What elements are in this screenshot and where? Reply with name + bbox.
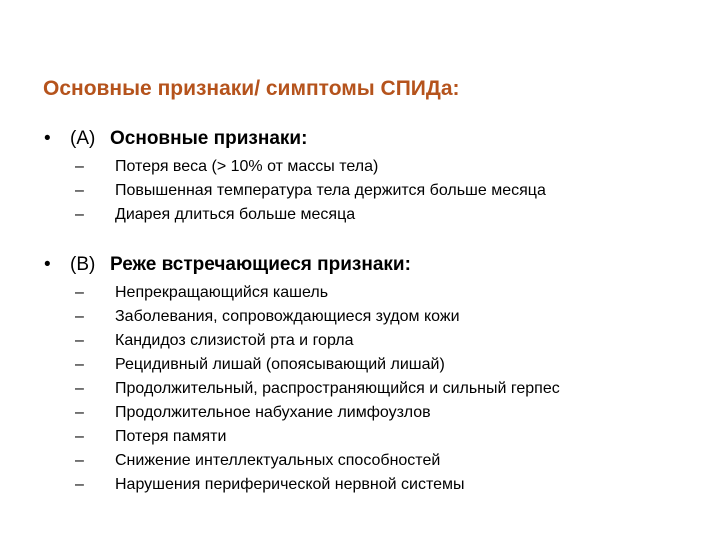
list-item-text: Потеря веса (> 10% от массы тела) bbox=[115, 158, 379, 175]
list-item bbox=[75, 449, 560, 473]
dash-icon: – bbox=[75, 452, 84, 469]
list-item-text: Кандидоз слизистой рта и горла bbox=[115, 332, 354, 349]
section-heading-text: Реже встречающиеся признаки: bbox=[110, 254, 411, 275]
list-item bbox=[75, 473, 560, 497]
list-item bbox=[75, 401, 560, 425]
symptom-list bbox=[75, 155, 546, 227]
list-item bbox=[75, 353, 560, 377]
list-item bbox=[75, 425, 560, 449]
section-rare-signs bbox=[44, 252, 560, 493]
list-item-text: Рецидивный лишай (опоясывающий лишай) bbox=[115, 356, 445, 373]
dash-icon: – bbox=[75, 476, 84, 493]
dash-icon: – bbox=[75, 284, 84, 301]
dash-icon: – bbox=[75, 428, 84, 445]
section-heading bbox=[44, 126, 307, 152]
dash-icon: – bbox=[75, 308, 84, 325]
list-item bbox=[75, 179, 546, 203]
dash-icon: – bbox=[75, 182, 84, 199]
section-heading bbox=[44, 252, 411, 278]
list-item bbox=[75, 203, 546, 227]
list-item bbox=[75, 305, 560, 329]
dash-icon: – bbox=[75, 206, 84, 223]
dash-icon: – bbox=[75, 404, 84, 421]
list-item-text: Заболевания, сопровождающиеся зудом кожи bbox=[115, 308, 460, 325]
section-heading-text: Основные признаки: bbox=[110, 128, 308, 149]
list-item-text: Диарея длиться больше месяца bbox=[115, 206, 356, 223]
dash-icon: – bbox=[75, 356, 84, 373]
bullet-icon: • bbox=[44, 128, 51, 149]
list-item bbox=[75, 281, 560, 305]
list-item-text: Продолжительное набухание лимфоузлов bbox=[115, 404, 431, 421]
section-main-signs bbox=[44, 126, 546, 223]
slide-title: Основные признаки/ симптомы СПИДа: bbox=[43, 77, 460, 100]
section-letter: (В) bbox=[70, 254, 96, 275]
dash-icon: – bbox=[75, 332, 84, 349]
list-item bbox=[75, 329, 560, 353]
list-item bbox=[75, 377, 560, 401]
list-item-text: Продолжительный, распространяющийся и сильный герпес bbox=[115, 380, 560, 397]
list-item-text: Нарушения периферической нервной системы bbox=[115, 476, 465, 493]
list-item-text: Повышенная температура тела держится больше месяца bbox=[115, 182, 546, 199]
list-item-text: Непрекращающийся кашель bbox=[115, 284, 329, 301]
list-item bbox=[75, 155, 546, 179]
dash-icon: – bbox=[75, 158, 84, 175]
section-letter: (А) bbox=[70, 128, 96, 149]
list-item-text: Потеря памяти bbox=[115, 428, 227, 445]
list-item-text: Снижение интеллектуальных способностей bbox=[115, 452, 441, 469]
bullet-icon: • bbox=[44, 254, 51, 275]
dash-icon: – bbox=[75, 380, 84, 397]
symptom-list bbox=[75, 281, 560, 497]
